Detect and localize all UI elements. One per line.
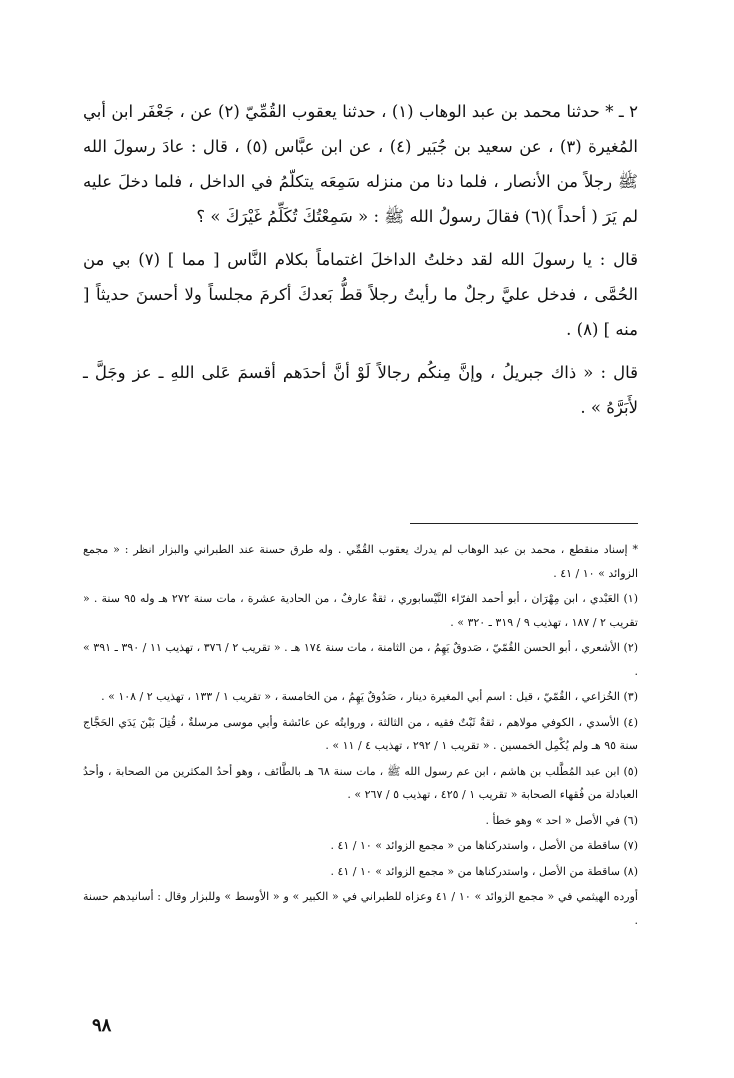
footnote-2: (٢) الأشعري ، أبو الحسن القُمّيّ ، صَدوقٌ يَهِمُ ، من الثامنة ، مات سنة ١٧٤ هـ . « تقريب ٢ / ٣٧٦ ، تهذيب ١١ / ٣٩٠ ـ ٣٩١ » . — [83, 641, 639, 678]
footnote-4: (٤) الأسدي ، الكوفي مولاهم ، ثقةٌ ثَبْتٌ فقيه ، من الثالثة ، وروايتُه عن عائشة وأبي موسى مرسلةٌ ، قُتِلَ بَيْنَ يَدَي الحَجَّاج سنة ٩٥ هـ ولم يُكْمِل الخمسين . « تقريب ١ / ٢٩٢ ، تهذيب ٤ / ١١ » . — [83, 715, 638, 752]
footnotes — [83, 538, 638, 934]
hadith-paragraph-3: قال : « ذاك جبريلُ ، وإنَّ مِنكُم رجالاً لَوْ أنَّ أحدَهم أقسمَ عَلى اللهِ ـ عز وجَلَّ ـ لأَبَرَّهُ » . — [83, 363, 638, 417]
footnote-5: (٥) ابن عبد المُطَّلب بن هاشم ، ابن عم رسول الله ﷺ ، مات سنة ٦٨ هـ بالطَّائف ، وهو أحدُ المكثرين من الصحابة ، وأحدُ العبادلة من فُقهاء الصحابة « تقريب ١ / ٤٢٥ ، تهذيب ٥ / ٢٦٧ » . — [83, 764, 638, 801]
hadith-paragraph-2: قال : يا رسولَ الله لقد دخلتُ الداخلَ اغتماماً بكلام النَّاس [ مما ] (٧) بي من الحُمَّى ، فدخل عليَّ رجلٌ ما رأيتُ رجلاً قطُّ بَعدكَ أكرمَ مجلساً ولا أحسنَ حديثاً [ منه ] (٨) . — [83, 250, 639, 339]
footnote-3: (٣) الخُزاعي ، القُمّيّ ، قيل : اسم أبي المغيرة دينار ، صَدُوقٌ يَهِمُ ، من الخامسة ، « تقريب ١ / ١٣٣ ، تهذيب ٢ / ١٠٨ » . — [101, 690, 638, 703]
main-text — [83, 94, 638, 433]
footnote-8: (٨) ساقطة من الأصل ، واستدركناها من « مجمع الزوائد » ١٠ / ٤١ . — [330, 864, 638, 878]
footnote-source: أورده الهيثمي في « مجمع الزوائد » ١٠ / ٤١ وعزاه للطبراني في « الكبير » و « الأوسط » وللبزار وقال : أسانيدهم حسنة . — [83, 890, 638, 927]
footnote-separator — [410, 523, 638, 524]
footnote-1: (١) العَبْدي ، ابن مِهْرَان ، أبو أحمد الفرّاء النَّيْسابوري ، ثقةٌ عارفٌ ، من الحادية عشرة ، مات سنة ٢٧٢ هـ وله ٩٥ سنة . « تقريب ٢ / ١٨٧ ، تهذيب ٩ / ٣١٩ ـ ٣٢٠ » . — [83, 592, 638, 629]
footnote-6: (٦) في الأصل « احد » وهو خطأ . — [485, 813, 638, 827]
footnote-7: (٧) ساقطة من الأصل ، واستدركناها من « مجمع الزوائد » ١٠ / ٤١ . — [330, 839, 638, 852]
footnote-isnad: * إسناد منقطع ، محمد بن عبد الوهاب لم يدرك يعقوب القُمِّي . وله طرق حسنة عند الطبراني والبزار انظر : « مجمع الزوائد » ١٠ / ٤١ . — [83, 543, 638, 580]
hadith-paragraph-1: ٢ ـ * حدثنا محمد بن عبد الوهاب (١) ، حدثنا يعقوب القُمِّيّ (٢) عن ، جَعْفَر ابن أبي المُغيرة (٣) ، عن سعيد بن جُبَير (٤) ، عن ابن عبَّاس (٥) ، قال : عادَ رسولَ الله ﷺ رجلاً من الأنصار ، فلما دنا من منزله سَمِعَه يتكلّمُ في الداخل ، فلما دخلَ عليه لم يَرَ ( أحداً )(٦) فقالَ رسولُ الله ﷺ : « سَمِعْتُكَ تُكَلِّمُ غَيْرَكَ » ؟ — [83, 102, 639, 226]
page-number: ٩٨ — [92, 1015, 112, 1036]
